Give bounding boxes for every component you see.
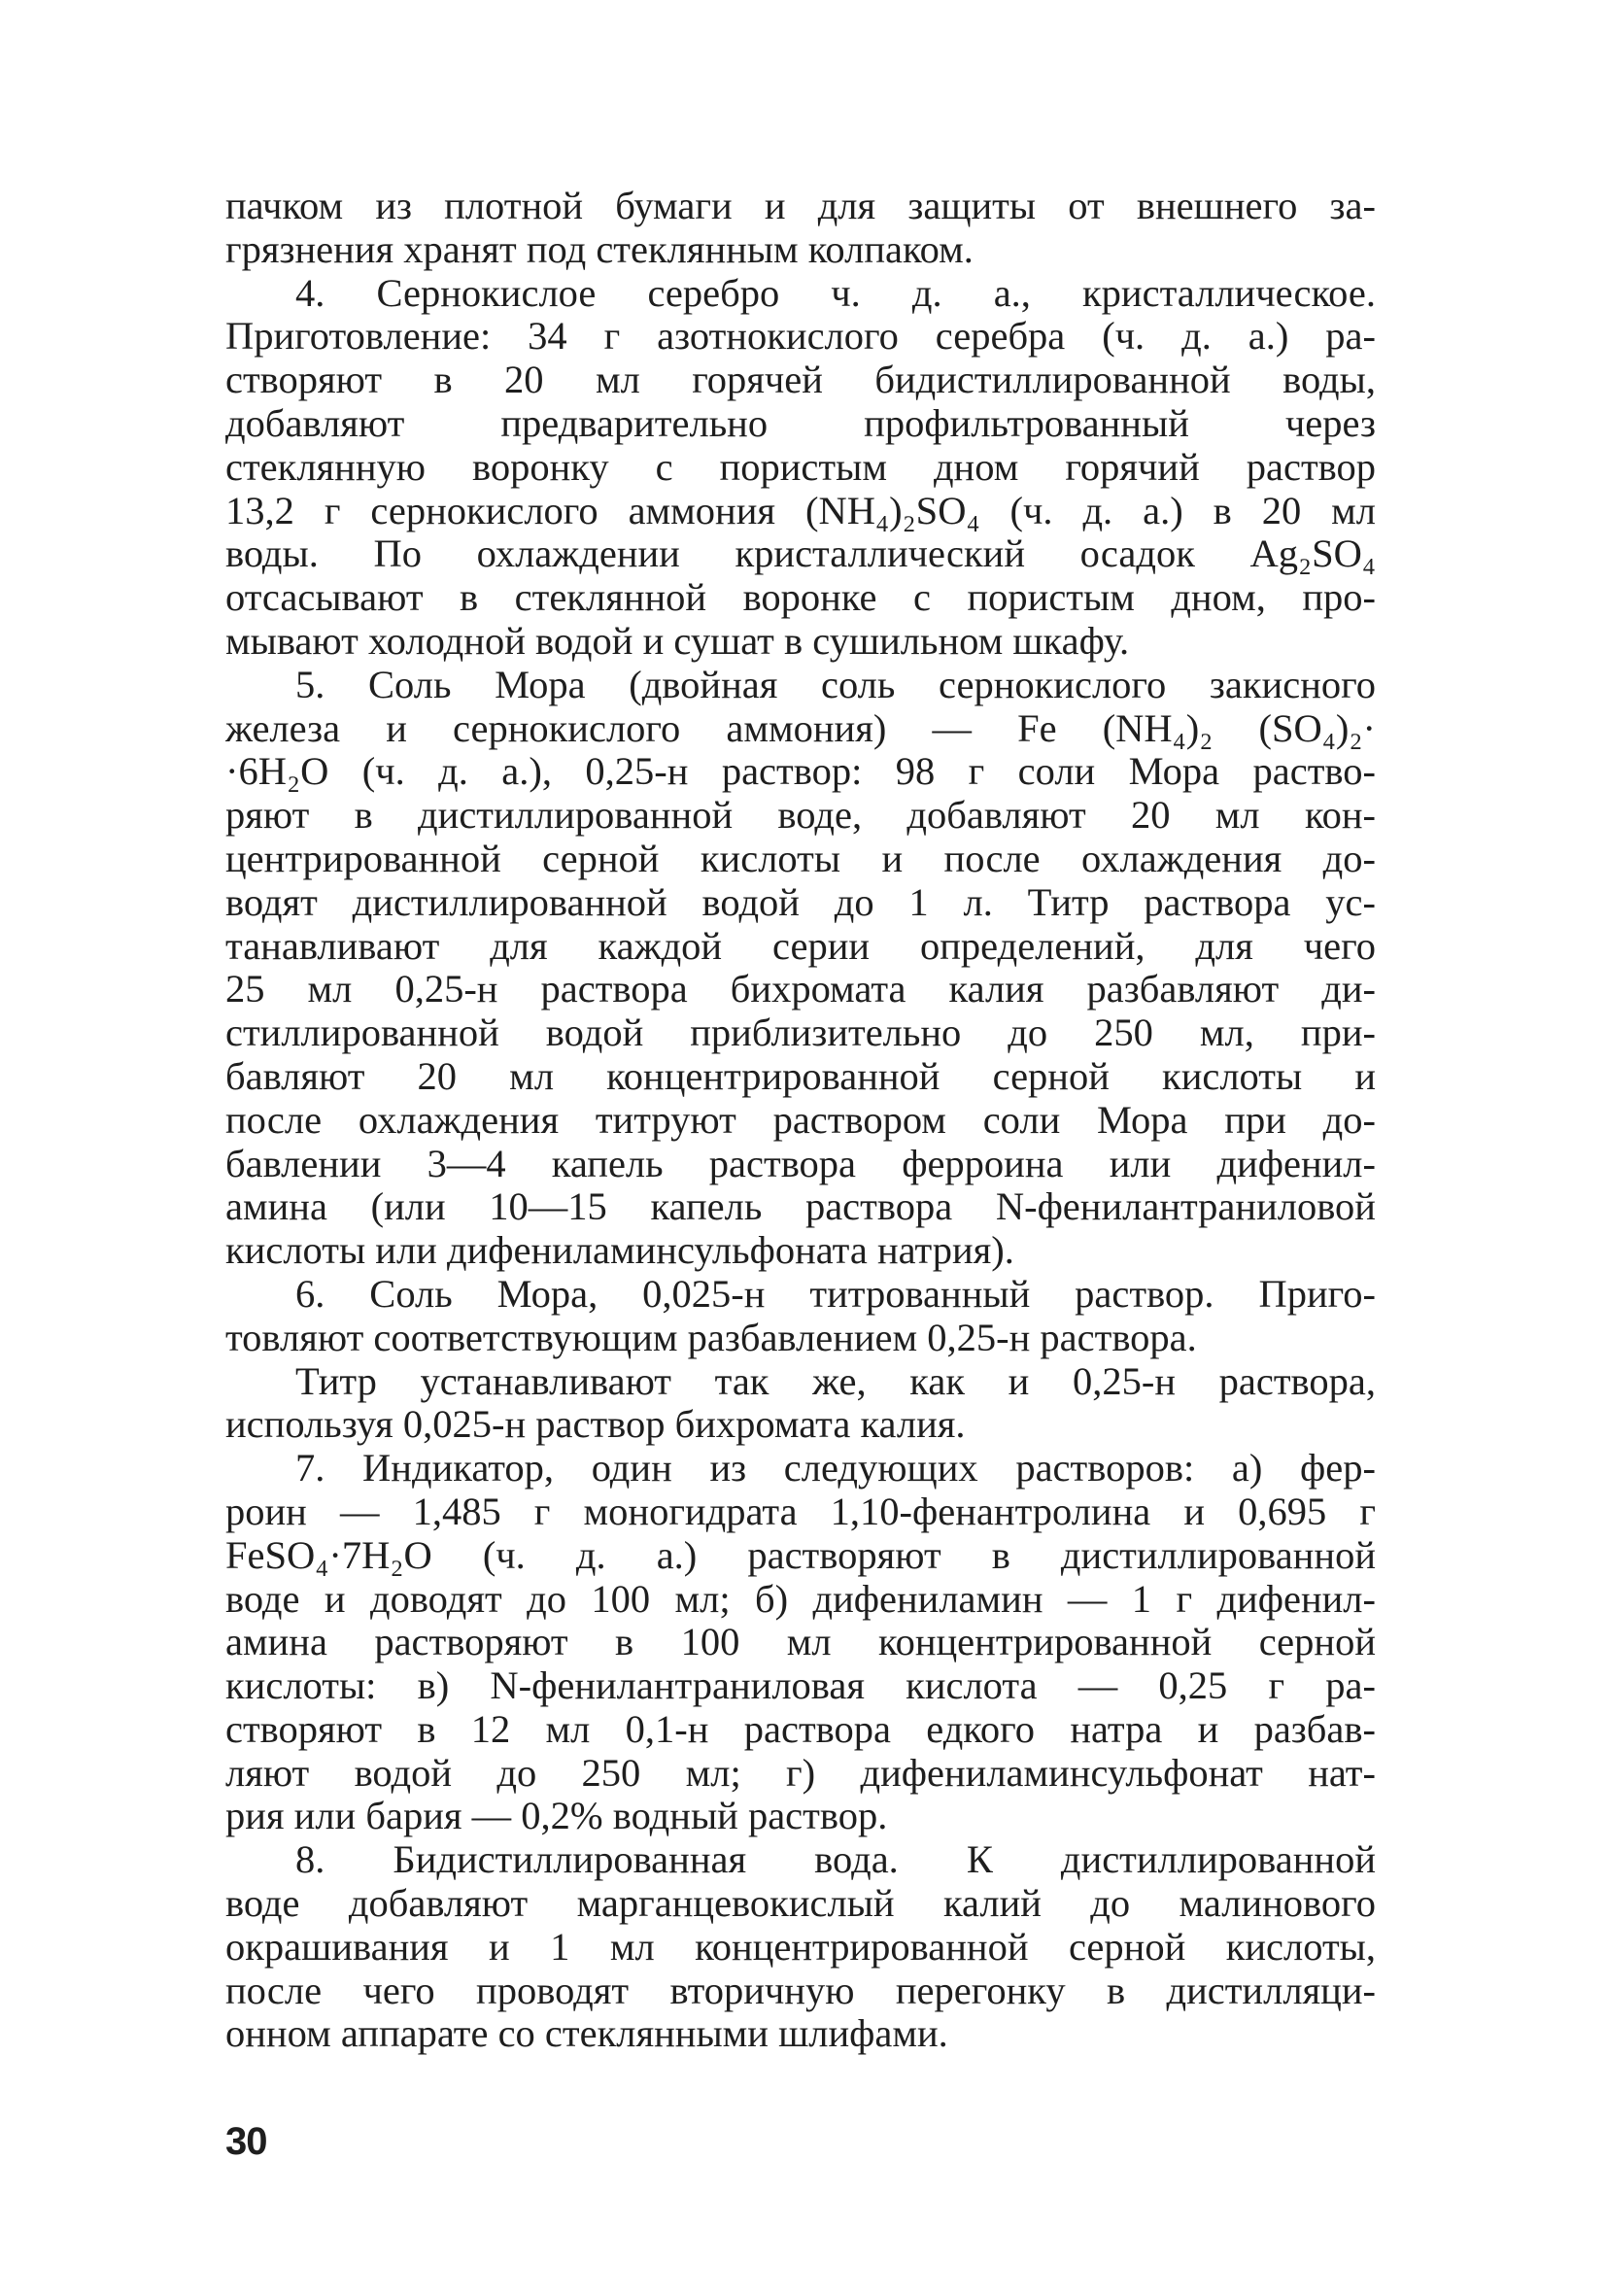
text-line: кислоты: в) N-фенилантраниловая кислота — 0,25 г ра- [225, 1664, 1376, 1708]
text-line: 7. Индикатор, один из следующих растворов: а) фер- [295, 1447, 1376, 1491]
text-line: 4. Сернокислое серебро ч. д. а., кристаллическое. [295, 271, 1376, 315]
text-line: онном аппарате со стеклянными шлифами. [225, 2012, 948, 2056]
text-line: после охлаждения титруют раствором соли Мора при до- [225, 1098, 1376, 1142]
text-line: Титр устанавливают так же, как и 0,25-н раствора, [295, 1359, 1376, 1403]
text-line: амина (или 10—15 капель раствора N-фенилантраниловой [225, 1185, 1376, 1229]
text-line: стеклянную воронку с пористым дном горячий раствор [225, 445, 1376, 489]
text-line: водят дистиллированной водой до 1 л. Титр раствора ус- [225, 880, 1376, 924]
text-line: воды. По охлаждении кристаллический осадок Ag₂SO₄ [225, 532, 1376, 576]
text-line: створяют в 20 мл горячей бидистиллированной воды, [225, 359, 1376, 402]
text-line: рия или бария — 0,2% водный раствор. [225, 1795, 888, 1838]
text-line: бавляют 20 мл концентрированной серной кислоты и [225, 1054, 1376, 1098]
page-number: 30 [225, 2120, 267, 2163]
text-line: стиллированной водой приблизительно до 250 мл, при- [225, 1011, 1376, 1055]
text-line: используя 0,025-н раствор бихромата калия. [225, 1403, 966, 1447]
text-line: ляют водой до 250 мл; г) дифениламинсульфонат нат- [225, 1751, 1376, 1795]
text-line: окрашивания и 1 мл концентрированной серной кислоты, [225, 1925, 1376, 1969]
text-line: 6. Соль Мора, 0,025-н титрованный раствор. Приго- [295, 1272, 1376, 1316]
text-line: кислоты или дифениламинсульфоната натрия). [225, 1229, 1014, 1273]
text-line: 8. Бидистиллированная вода. К дистиллированной [295, 1838, 1376, 1882]
text-line: 13,2 г сернокислого аммония (NH₄)₂SO₄ (ч. д. а.) в 20 мл [225, 489, 1376, 532]
text-line: ряют в дистиллированной воде, добавляют 20 мл кон- [225, 794, 1376, 838]
text-line: воде добавляют марганцевокислый калий до малинового [225, 1882, 1376, 1926]
body-text [225, 185, 1376, 2056]
text-line: пачком из плотной бумаги и для защиты от внешнего за- [225, 185, 1376, 227]
text-line: железа и сернокислого аммония) — Fe (NH₄)₂ (SO₄)₂· [225, 706, 1376, 750]
text-line: центрированной серной кислоты и после охлаждения до- [225, 837, 1376, 880]
text-line: створяют в 12 мл 0,1-н раствора едкого натра и разбав- [225, 1707, 1376, 1751]
text-line: Приготовление: 34 г азотнокислого серебра (ч. д. а.) ра- [225, 315, 1376, 359]
text-line: роин — 1,485 г моногидрата 1,10-фенантролина и 0,695 г [225, 1490, 1376, 1533]
text-line: бавлении 3—4 капель раствора ферроина или дифенил- [225, 1142, 1376, 1185]
text-line: воде и доводят до 100 мл; б) дифениламин — 1 г дифенил- [225, 1577, 1376, 1621]
text-line: отсасывают в стеклянной воронке с пористым дном, про- [225, 576, 1376, 620]
text-line: танавливают для каждой серии определений, для чего [225, 924, 1376, 968]
text-line: амина растворяют в 100 мл концентрированной серной [225, 1621, 1376, 1664]
text-line: грязнения хранят под стеклянным колпаком. [225, 227, 974, 271]
text-line: мывают холодной водой и сушат в сушильном шкафу. [225, 619, 1130, 663]
text-line: после чего проводят вторичную перегонку в дистилляци- [225, 1969, 1376, 2012]
text-line: 5. Соль Мора (двойная соль сернокислого закисного [295, 663, 1376, 706]
text-line: FeSO₄·7H₂O (ч. д. а.) растворяют в дистиллированной [225, 1533, 1376, 1577]
text-line: 25 мл 0,25-н раствора бихромата калия разбавляют ди- [225, 968, 1376, 1011]
text-line: добавляют предварительно профильтрованный через [225, 401, 1376, 445]
text-line: товляют соответствующим разбавлением 0,25-н раствора. [225, 1316, 1197, 1359]
text-line: ·6H₂O (ч. д. а.), 0,25-н раствор: 98 г соли Мора раство- [225, 750, 1376, 794]
